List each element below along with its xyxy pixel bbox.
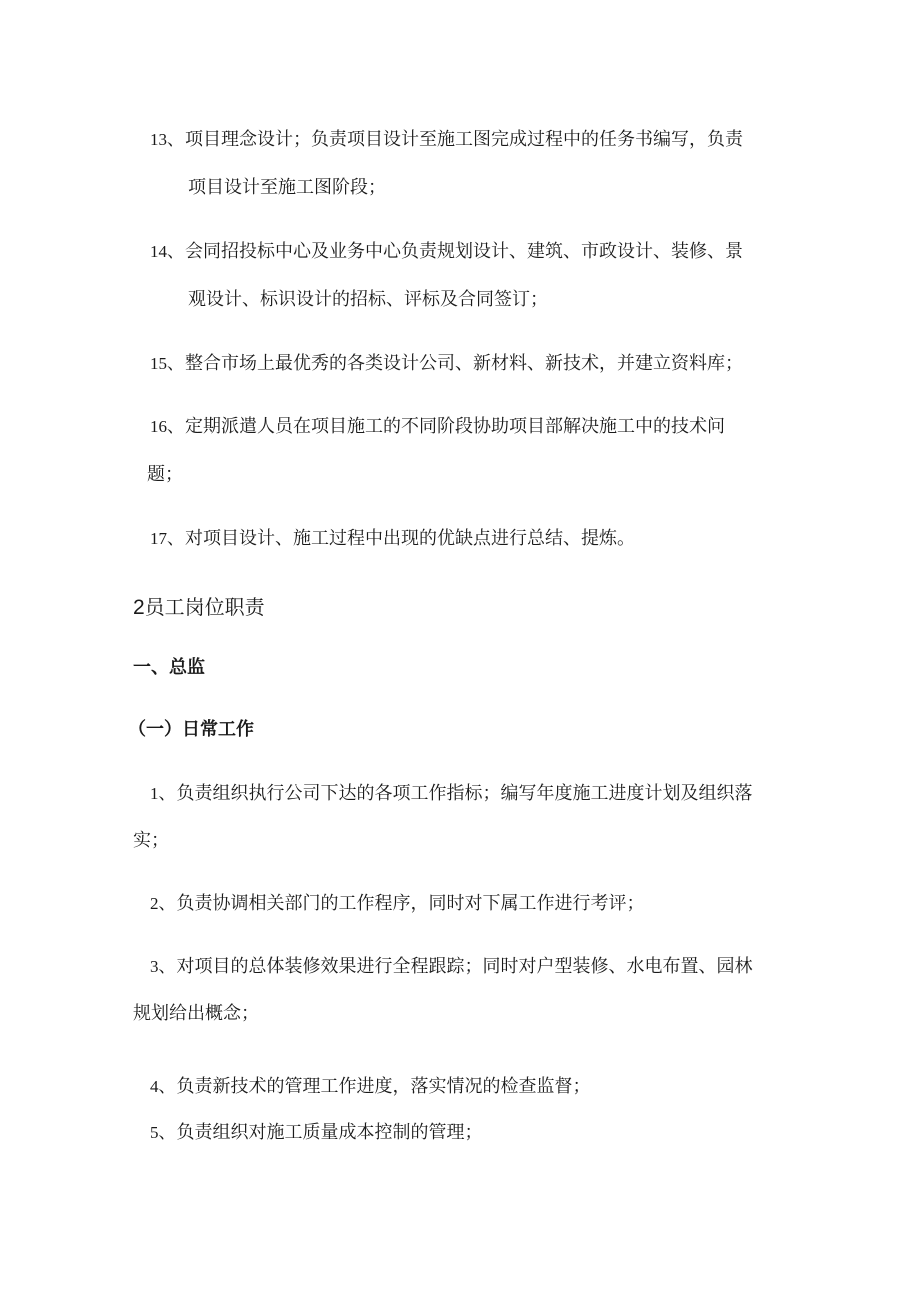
section-title-text: 员工岗位职责 [144,595,265,619]
item-text: 定期派遣人员在项目施工的不同阶段协助项目部解决施工中的技术问 [185,416,725,437]
list-item-16 [150,415,725,439]
list-item-17 [150,527,635,551]
item-text: 对项目的总体装修效果进行全程跟踪；同时对户型装修、水电布置、园林 [176,956,753,977]
item-text: 整合市场上最优秀的各类设计公司、新材料、新技术，并建立资料库； [185,353,743,374]
list-item-13 [150,128,743,152]
item-number: 2、 [150,894,176,913]
item-text: 项目理念设计；负责项目设计至施工图完成过程中的任务书编写，负责 [185,129,743,150]
item-text: 会同招投标中心及业务中心负责规划设计、建筑、市政设计、装修、景 [185,241,743,262]
list-item-4 [150,1075,591,1099]
item-text: 负责新技术的管理工作进度，落实情况的检查监督； [176,1076,591,1097]
item-text: 负责组织对施工质量成本控制的管理； [176,1122,483,1143]
item-number: 4、 [150,1077,176,1096]
item-number: 5、 [150,1123,176,1142]
item-number: 15、 [150,354,184,373]
heading-director: 一、总监 [133,657,205,678]
item-number: 16、 [150,417,184,436]
section-number: 2 [133,596,145,619]
list-item-14 [150,240,743,264]
item-number: 13、 [150,130,184,149]
item-text: 对项目设计、施工过程中出现的优缺点进行总结、提炼。 [185,528,635,549]
item-text: 负责组织执行公司下达的各项工作指标；编写年度施工进度计划及组织落 [176,783,753,804]
item-number: 1、 [150,784,176,803]
list-item-3 [150,955,753,979]
list-item-3-continuation: 规划给出概念； [133,1003,259,1024]
item-number: 17、 [150,529,184,548]
section-title [133,594,265,621]
item-text: 负责协调相关部门的工作程序，同时对下属工作进行考评； [176,893,645,914]
list-item-15 [150,352,743,376]
list-item-2 [150,892,645,916]
list-item-14-continuation: 观设计、标识设计的招标、评标及合同签订； [188,289,548,310]
item-number: 14、 [150,242,184,261]
list-item-16-continuation: 题； [147,464,183,485]
list-item-5 [150,1121,483,1145]
list-item-13-continuation: 项目设计至施工图阶段； [188,177,386,198]
item-number: 3、 [150,957,176,976]
list-item-1-continuation: 实； [133,830,169,851]
list-item-1 [150,782,753,806]
heading-daily-work: （一）日常工作 [128,719,254,740]
